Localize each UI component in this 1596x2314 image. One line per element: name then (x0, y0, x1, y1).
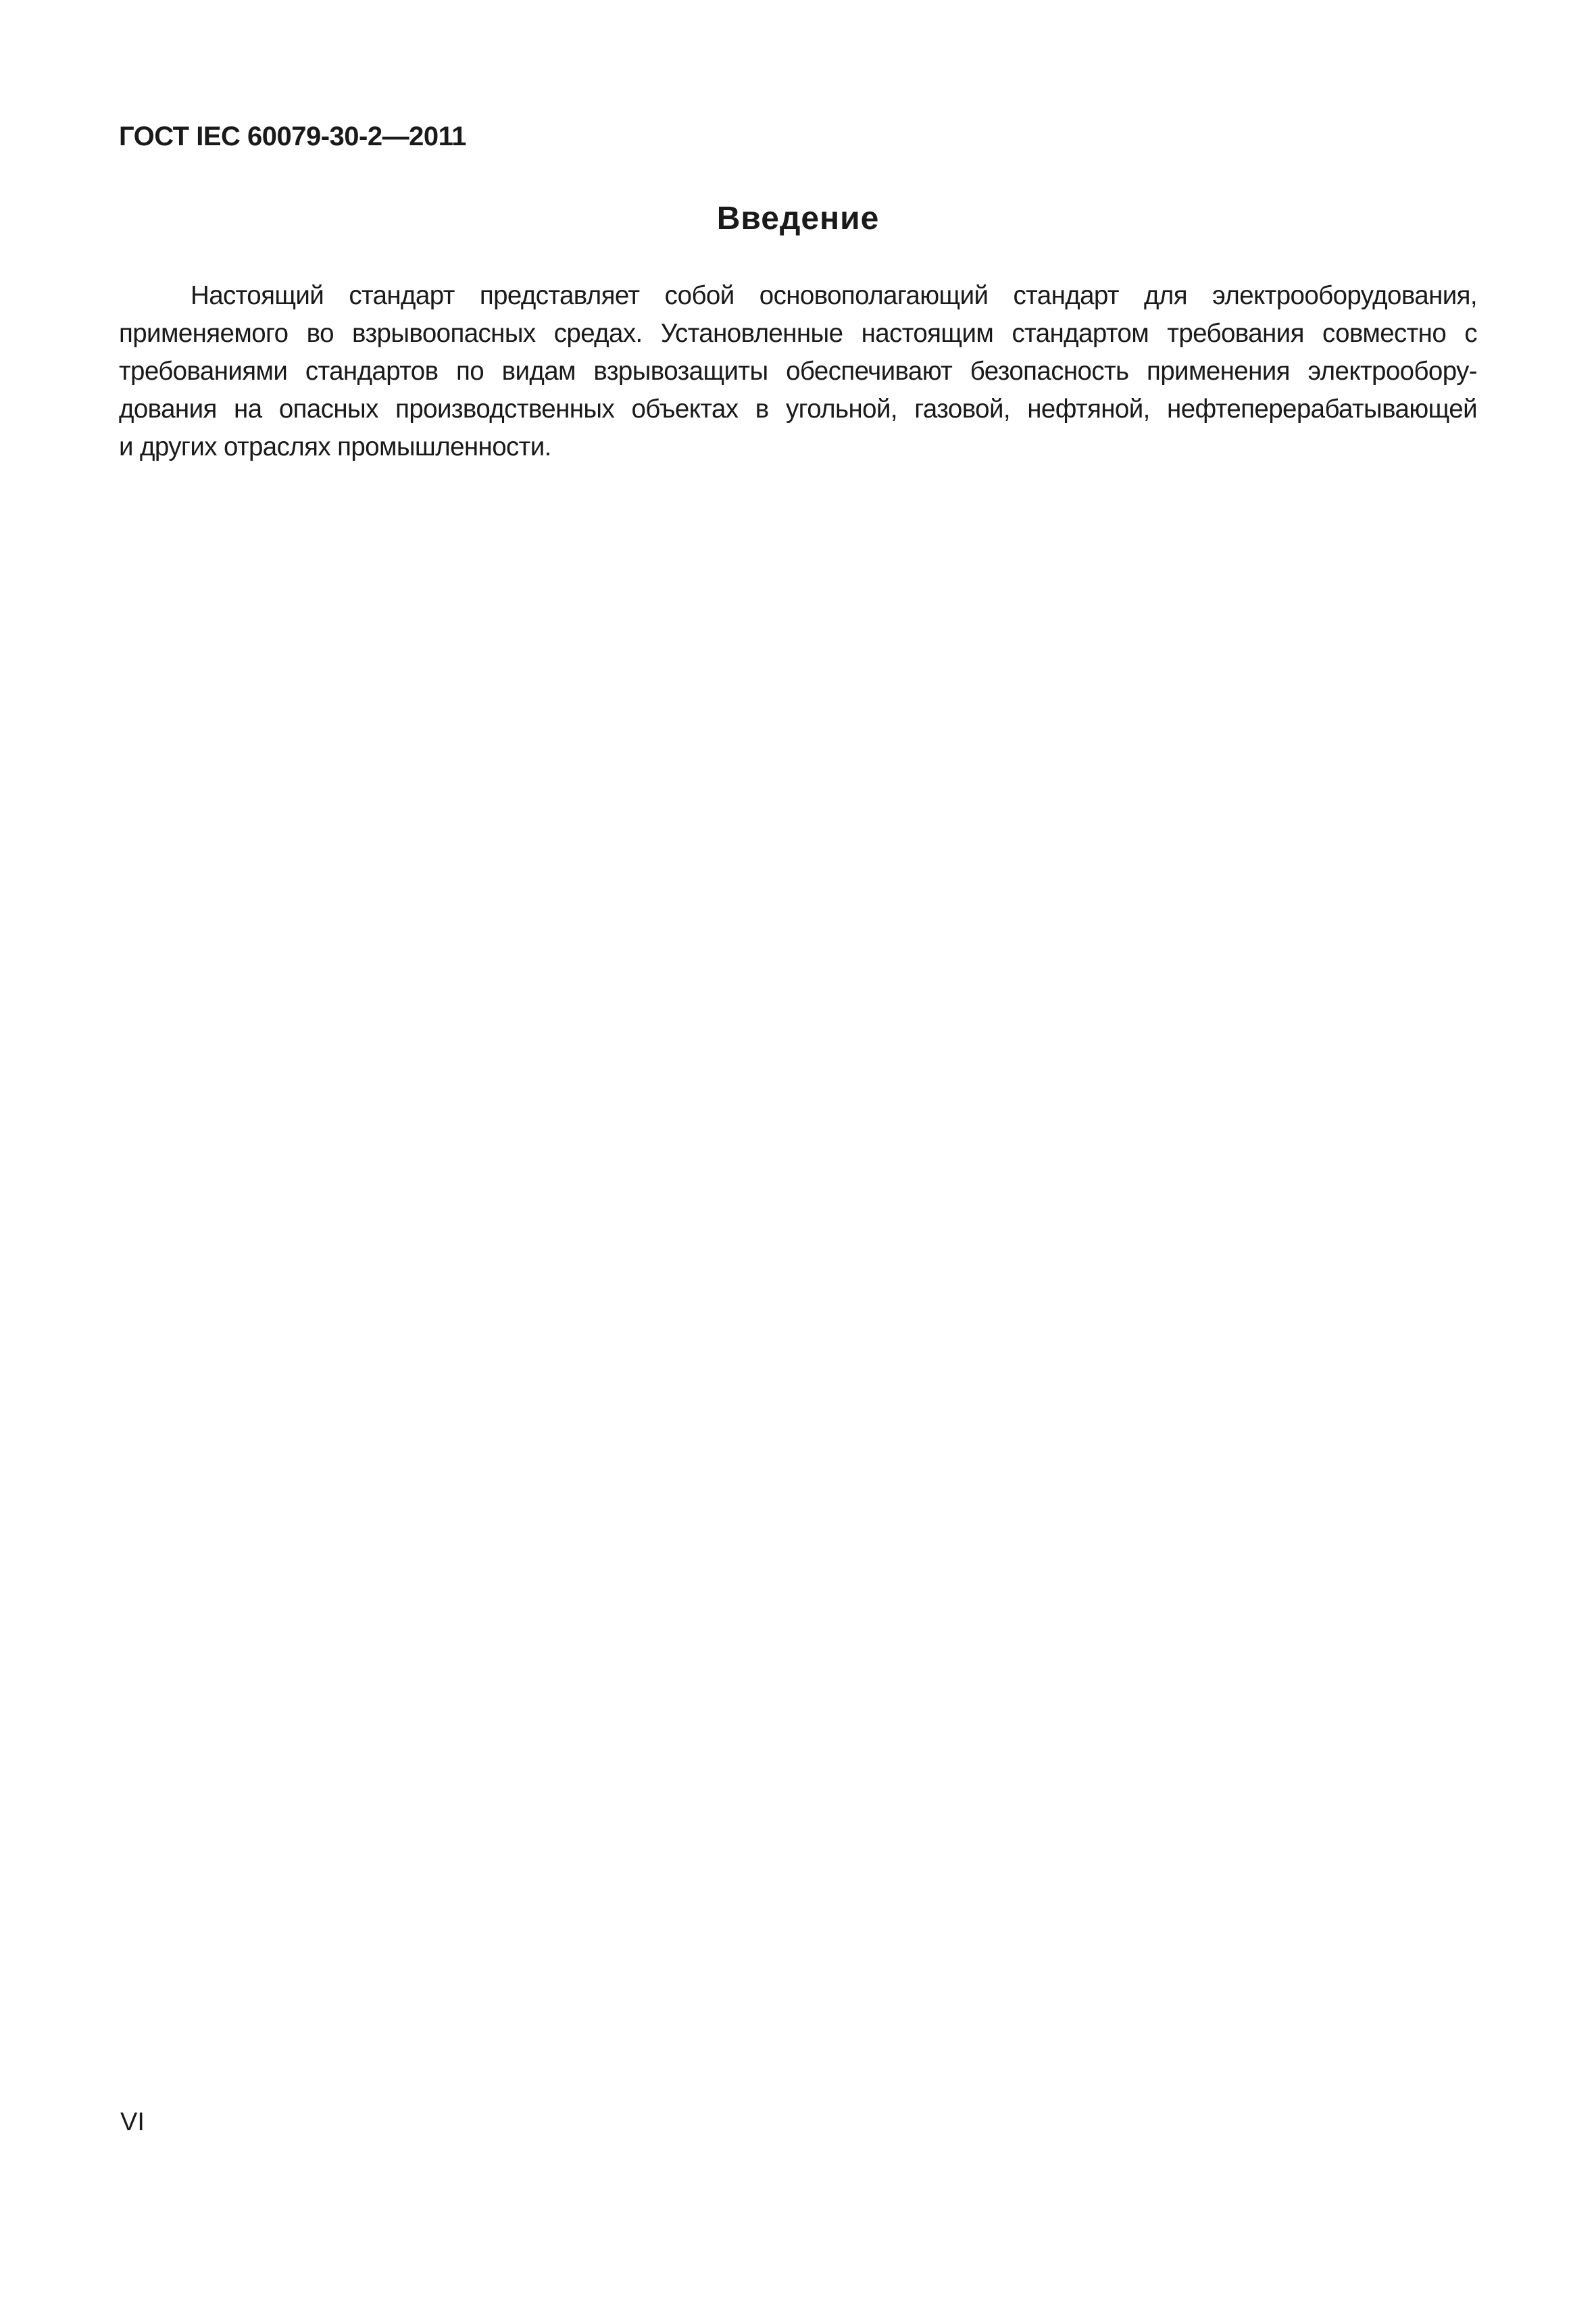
introduction-paragraph (119, 277, 1477, 466)
paragraph-line: применяемого во взрывоопасных средах. Установленные настоящим стандартом требования совместно с (119, 319, 1477, 348)
paragraph-line: Настоящий стандарт представляет собой основополагающий стандарт для электрооборудования, (191, 281, 1477, 310)
section-title: Введение (716, 201, 880, 236)
paragraph-line: дования на опасных производственных объектах в угольной, газовой, нефтяной, нефтеперерабатывающей (119, 395, 1477, 424)
page-number: VI (120, 2108, 145, 2136)
paragraph-line: требованиями стандартов по видам взрывозащиты обеспечивают безопасность применения электрообору- (119, 357, 1477, 386)
document-code-header: ГОСТ IEC 60079-30-2—2011 (119, 122, 466, 151)
paragraph-line: и других отраслях промышленности. (119, 432, 551, 461)
